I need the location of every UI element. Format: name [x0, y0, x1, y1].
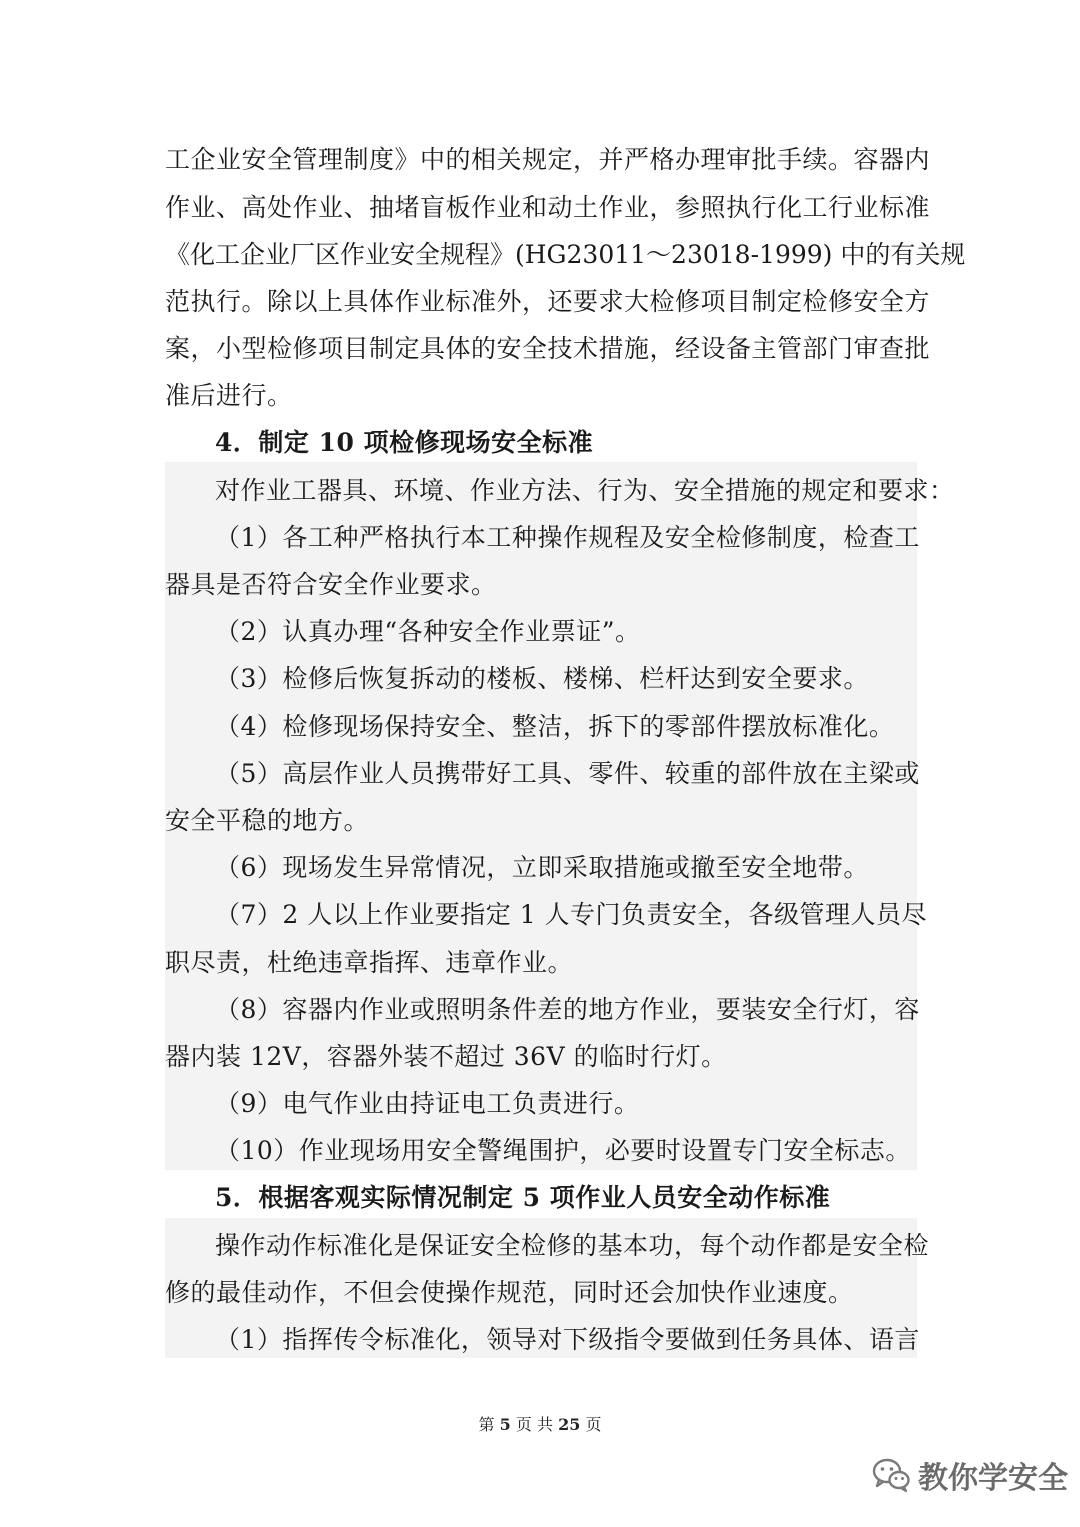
list-item: （2）认真办理“各种安全作业票证”。 [215, 617, 641, 646]
footer-prefix: 第 [478, 1415, 495, 1434]
list-item: （6）现场发生异常情况，立即采取措施或撤至安全地带。 [215, 853, 869, 882]
body-line: 作业、高处作业、抽堵盲板作业和动土作业，参照执行化工行业标准 [165, 193, 931, 222]
wechat-icon [872, 1458, 910, 1492]
footer-middle: 页 共 [515, 1415, 553, 1434]
list-item: （8）容器内作业或照明条件差的地方作业，要装安全行灯，容 [215, 995, 920, 1024]
footer-suffix: 页 [585, 1415, 602, 1434]
page-total: 25 [558, 1415, 581, 1434]
page-footer [0, 1412, 1080, 1435]
body-line: 修的最佳动作，不但会使操作规范，同时还会加快作业速度。 [165, 1278, 854, 1307]
body-line: 准后进行。 [165, 381, 293, 410]
body-line: 案，小型检修项目制定具体的安全技术措施，经设备主管部门审查批 [165, 334, 931, 363]
body-line: 安全平稳的地方。 [165, 806, 370, 835]
list-item: （1）各工种严格执行本工种操作规程及安全检修制度，检查工 [215, 523, 920, 552]
list-item: （5）高层作业人员携带好工具、零件、较重的部件放在主梁或 [215, 759, 920, 788]
list-item: （4）检修现场保持安全、整洁，拆下的零部件摆放标准化。 [215, 712, 895, 741]
page-number: 5 [499, 1415, 511, 1434]
list-item: （1）指挥传令标准化，领导对下级指令要做到任务具体、语言 [215, 1325, 920, 1354]
list-item: （7）2 人以上作业要指定 1 人专门负责安全，各级管理人员尽 [215, 900, 928, 929]
body-line: 对作业工器具、环境、作业方法、行为、安全措施的规定和要求： [215, 476, 955, 505]
section-heading: 4．制定 10 项检修现场安全标准 [215, 428, 594, 457]
body-line: 工企业安全管理制度》中的相关规定，并严格办理审批手续。容器内 [165, 145, 931, 174]
body-line: 职尽责，杜绝违章指挥、违章作业。 [165, 948, 574, 977]
body-line: 器具是否符合安全作业要求。 [165, 570, 497, 599]
list-item: （3）检修后恢复拆动的楼板、楼梯、栏杆达到安全要求。 [215, 664, 869, 693]
watermark-text: 教你学安全 [918, 1461, 1068, 1496]
section-heading: 5．根据客观实际情况制定 5 项作业人员安全动作标准 [215, 1183, 831, 1212]
body-line: 《化工企业厂区作业安全规程》(HG23011～23018-1999) 中的有关规 [165, 240, 966, 269]
body-line: 范执行。除以上具体作业标准外，还要求大检修项目制定检修安全方 [165, 287, 931, 316]
watermark [872, 1450, 1068, 1500]
list-item: （10）作业现场用安全警绳围护，必要时设置专门安全标志。 [215, 1136, 911, 1165]
body-line: 器内装 12V，容器外装不超过 36V 的临时行灯。 [165, 1042, 727, 1071]
list-item: （9）电气作业由持证电工负责进行。 [215, 1089, 640, 1118]
body-line: 操作动作标准化是保证安全检修的基本功，每个动作都是安全检 [215, 1231, 930, 1260]
